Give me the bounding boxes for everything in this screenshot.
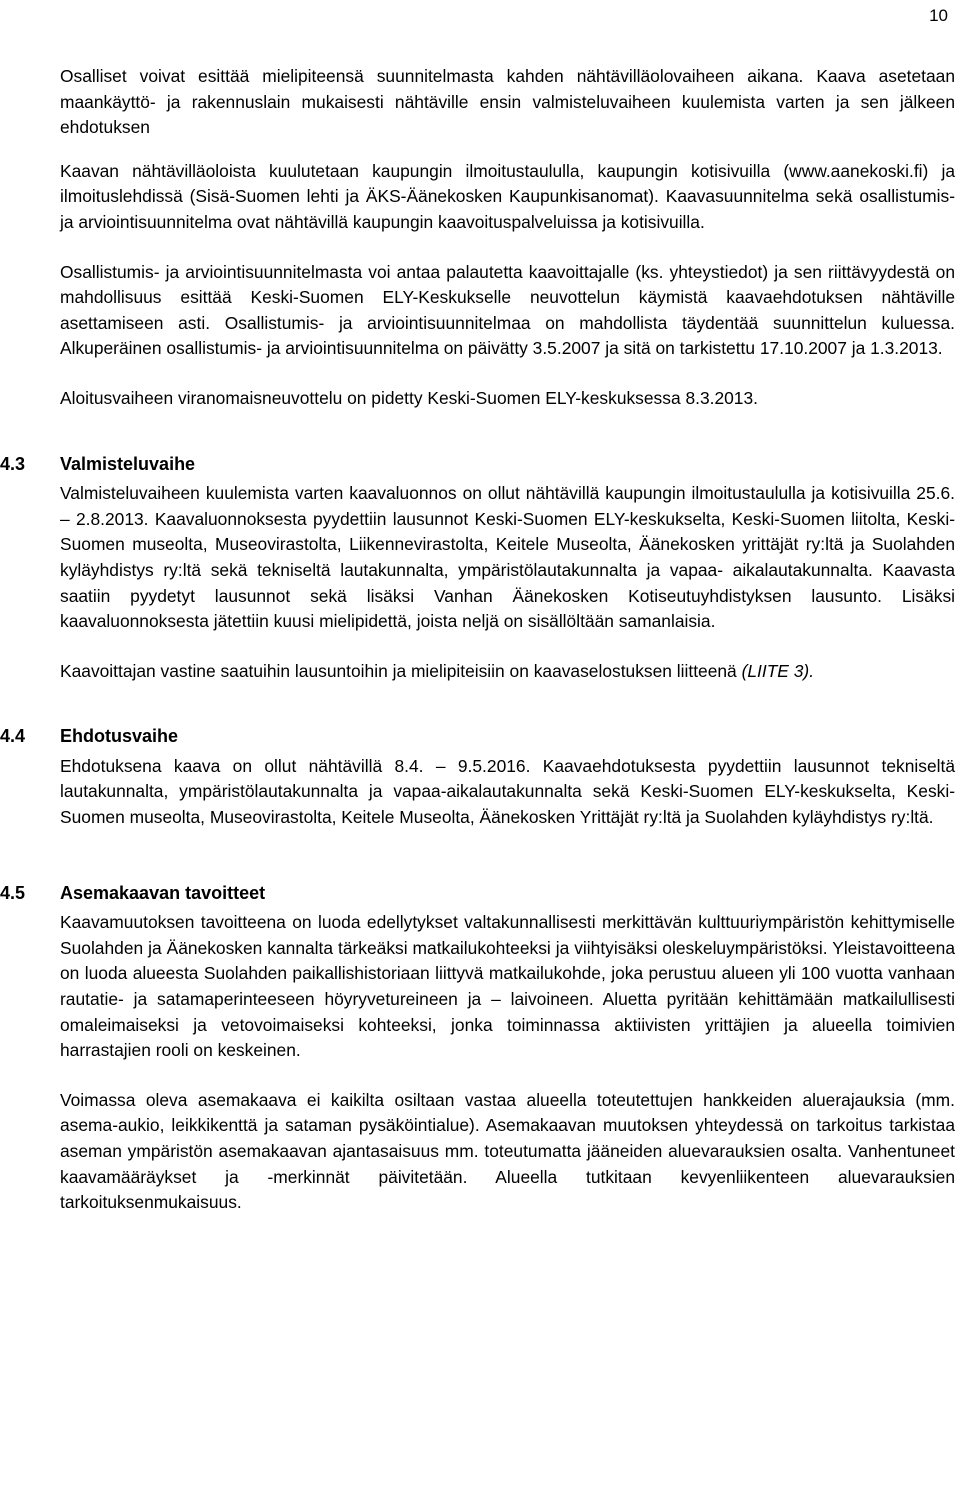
section-title: Asemakaavan tavoitteet: [60, 882, 266, 903]
section-4-3-paragraph-1: Valmisteluvaiheen kuulemista varten kaavaluonnos on ollut nähtävillä kaupungin ilmoitustaululla ja kotisivuilla 25.6. – 2.8.2013. Kaavaluonnoksesta pyydettiin lausunnot Keski-Suomen ELY-keskukselta, Keski-Suomen liitolta, Keski-Suomen museolta, Museovirastolta, Liikennevirastolta, Keitele Museolta, Äänekosken yrittäjät ry:ltä ja Suolahden kyläyhdistys ry:ltä sekä tekniseltä lautakunnalta, ympäristölautakunnalta ja vapaa- aikalautakunnalta. Kaavasta saatiin pyydetyt lausunnot sekä lisäksi Vanhan Äänekosken Kotiseutuyhdistyksen lausunto. Lisäksi kaavaluonnoksesta jätettiin kuusi mielipidettä, joista neljä on sisällöltään samanlaisia.: [60, 483, 955, 632]
page-number: 10: [929, 6, 948, 25]
section-heading-4-4: [0, 724, 955, 750]
section-4-5-paragraph-2: Voimassa oleva asemakaava ei kaikilta osiltaan vastaa alueella toteutettujen hankkeiden aluerajauksia (mm. asema-aukio, leikkikenttä ja sataman pysäköintialue). Asemakaavan muutoksen yhteydessä on tarkoitus tarkistaa aseman ympäristön asemakaavan ajantasaisuus mm. toteutumatta jääneiden aluevarauksien osalta. Vanhentuneet kaavamääräykset ja -merkinnät päivitetään. Alueella tutkitaan kevyenliikenteen aluevarauksien tarkoituksenmukaisuus.: [60, 1089, 955, 1213]
intro-paragraph-3: Osallistumis- ja arviointisuunnitelmasta voi antaa palautetta kaavoittajalle (ks. yhteystiedot) ja sen riittävyydestä on mahdollisuus esittää Keski-Suomen ELY-Keskukselle neuvottelun käymistä kaavaehdotuksen nähtäville asettamiseen asti. Osallistumis- ja arviointisuunnitelmaa on mahdollista täydentää suunnittelun kuluessa. Alkuperäinen osallistumis- ja arviointisuunnitelma on päivätty 3.5.2007 ja sitä on tarkistettu 17.10.2007 ja 1.3.2013.: [60, 261, 955, 359]
liite-reference: (LIITE 3).: [741, 660, 815, 681]
vastine-text: Kaavoittajan vastine saatuihin lausuntoihin ja mielipiteisiin on kaavaselostuksen liitteenä: [60, 660, 737, 681]
section-title: Ehdotusvaihe: [60, 726, 179, 747]
section-4-5-paragraph-1: Kaavamuutoksen tavoitteena on luoda edellytykset valtakunnallisesti merkittävän kulttuuriympäristön kehittymiselle Suolahden ja Äänekosken kannalta tärkeäksi matkailukohteeksi ja viihtyisäksi oleskeluympäristöksi. Yleistavoitteena on luoda alueesta Suolahden paikallishistoriaan liittyvä matkailukohde, joka perustuu alueen yli 100 vuotta vanhaan rautatie- ja satamaperinteeseen höyryvetureineen ja – laivoineen. Aluetta pyritään kehittämään matkailullisesti omaleimaiseksi ja vetovoimaiseksi kohteeksi, jonka toiminnassa aktiivisten yrittäjien ja alueella toimivien harrastajien rooli on keskeinen.: [60, 912, 955, 1061]
section-number: 4.3: [0, 453, 26, 474]
intro-paragraph-2: Kaavan nähtävilläoloista kuulutetaan kaupungin ilmoitustaululla, kaupungin kotisivuilla (www.aanekoski.fi) ja ilmoituslehdissä (Sisä-Suomen lehti ja ÄKS-Äänekosken Kaupunkisanomat). Kaavasuunnitelma sekä osallistumis- ja arviointisuunnitelma ovat nähtävillä kaupungin kaavoituspalveluissa ja kotisivuilla.: [60, 160, 955, 232]
section-number: 4.4: [0, 726, 26, 747]
section-heading-4-5: [0, 881, 955, 907]
intro-paragraph-4: Aloitusvaiheen viranomaisneuvottelu on pidetty Keski-Suomen ELY-keskuksessa 8.3.2013.: [60, 387, 758, 408]
document-body: [0, 64, 955, 1216]
section-4-3-paragraph-2: [60, 659, 955, 685]
section-title: Valmisteluvaihe: [60, 453, 196, 474]
section-4-4-paragraph-1: Ehdotuksena kaava on ollut nähtävillä 8.4. – 9.5.2016. Kaavaehdotuksesta pyydettiin lausunnot tekniseltä lautakunnalta, ympäristölautakunnalta ja vapaa-aikalautakunnalta sekä Keski-Suomen ELY-keskukselta, Keski-Suomen museolta, Museovirastolta, Keitele Museolta, Äänekosken Yrittäjät ry:ltä ja Suolahden kyläyhdistys ry:ltä.: [60, 755, 955, 828]
section-heading-4-3: [0, 452, 955, 478]
section-number: 4.5: [0, 882, 26, 903]
intro-paragraph-1: Osalliset voivat esittää mielipiteensä suunnitelmasta kahden nähtävilläolovaiheen aikana. Kaava asetetaan maankäyttö- ja rakennuslain mukaisesti nähtäville ensin valmisteluvaiheen kuulemista varten ja sen jälkeen ehdotuksen: [60, 66, 955, 138]
